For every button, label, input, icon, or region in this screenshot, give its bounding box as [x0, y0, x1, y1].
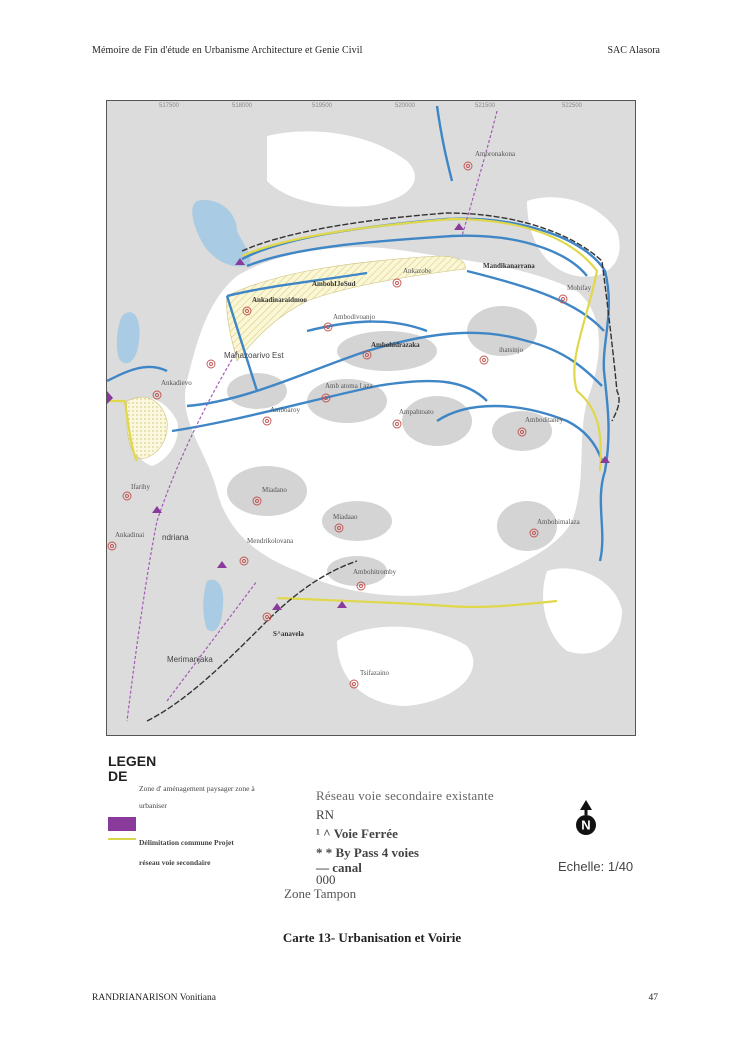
footer-author: RANDRIANARISON Vonitiana: [92, 993, 216, 1003]
legend-zone-amenagement: Zone d' aménagement paysager zone à: [139, 784, 255, 793]
place-amoronakona: Amoronakona: [475, 150, 516, 158]
coord-top-4: 520000: [395, 103, 416, 109]
place-sanavela: S^anavela: [273, 630, 304, 638]
place-miadano: Miadano: [262, 486, 287, 494]
north-letter: N: [581, 817, 591, 833]
place-mandikanarrana: Mandikanarrana: [483, 262, 535, 270]
place-miadaao: Miadaao: [333, 513, 358, 521]
place-ankadinaraidmoo: Ankadinaraidmoo: [252, 296, 307, 304]
place-ambohitromby: Ambohitromby: [353, 568, 397, 576]
place-merimanjaka: Merimanjaka: [167, 655, 213, 664]
place-ankazobe: Ankazobe: [403, 267, 432, 275]
place-ampahtoato: Ampahtoato: [399, 408, 434, 416]
coord-top-1: 517500: [159, 103, 180, 109]
coord-top-3: 519500: [312, 103, 333, 109]
place-mendrikolovana: Mendrikolovana: [247, 537, 294, 545]
legend-canal: — canal: [316, 860, 362, 875]
north-arrow-icon: [572, 800, 600, 843]
legend-bypass: * * By Pass 4 voies: [316, 845, 419, 860]
legend-purple-swatch: [108, 817, 136, 831]
page-number: 47: [648, 993, 658, 1003]
place-amboaroy: Amboaroy: [270, 406, 300, 414]
legend-zone-tampon: Zone Tampon: [284, 886, 357, 901]
place-ambonitaney: Amboditaney: [525, 416, 564, 424]
place-mahazoarivo: Mahazoarivo Est: [224, 351, 284, 360]
coord-top-6: 522500: [562, 103, 583, 109]
place-ambohidrazaka: Ambohidrazaka: [371, 341, 420, 349]
legend-reseau-small: réseau voie secondaire: [139, 858, 211, 867]
legend-voie-ferree: ¹ ^ Voie Ferrée: [316, 826, 398, 841]
figure-caption: Carte 13- Urbanisation et Voirie: [282, 930, 462, 945]
place-ambohimalaza: Ambohimalaza: [537, 518, 580, 526]
legend-reseau-secondaire: Réseau voie secondaire existante: [316, 788, 494, 803]
place-ifarihy: Ifarihy: [131, 483, 151, 491]
coord-top-2: 518000: [232, 103, 253, 109]
page-header-title: Mémoire de Fin d'étude en Urbanisme Architecture et Genie Civil: [92, 45, 363, 56]
map-frame: [106, 100, 636, 736]
map-svg: [107, 101, 635, 735]
legend-yellow-line: [108, 838, 136, 840]
legend-rn: RN: [316, 807, 335, 822]
place-ihatsinjo: ihatsinjo: [499, 346, 524, 354]
legend-delimitation: Délimitation commune Projet: [139, 838, 234, 847]
page-header-author: SAC Alasora: [607, 45, 660, 56]
coord-top-5: 521500: [475, 103, 496, 109]
place-ambodivoanjo: Ambodivoanjo: [333, 313, 375, 321]
scale-label: Echelle: 1/40: [558, 859, 634, 874]
place-ankadievo: Ankadievo: [161, 379, 192, 387]
legend-title: LEGEN DE: [108, 753, 157, 784]
place-tsifazaino: Tsifazaino: [360, 669, 390, 677]
place-andriana: ndriana: [162, 533, 189, 542]
legend-urbaniser: urbaniser: [139, 801, 167, 810]
place-mohifay: Mohifay: [567, 284, 592, 292]
place-ambatomalaza: Amb atoma l aza: [325, 382, 373, 390]
place-ankadinai: Ankadinai: [115, 531, 145, 539]
legend-zeros: 000: [316, 872, 336, 887]
place-ambohijosud: AmbohIJoSud: [312, 280, 356, 288]
